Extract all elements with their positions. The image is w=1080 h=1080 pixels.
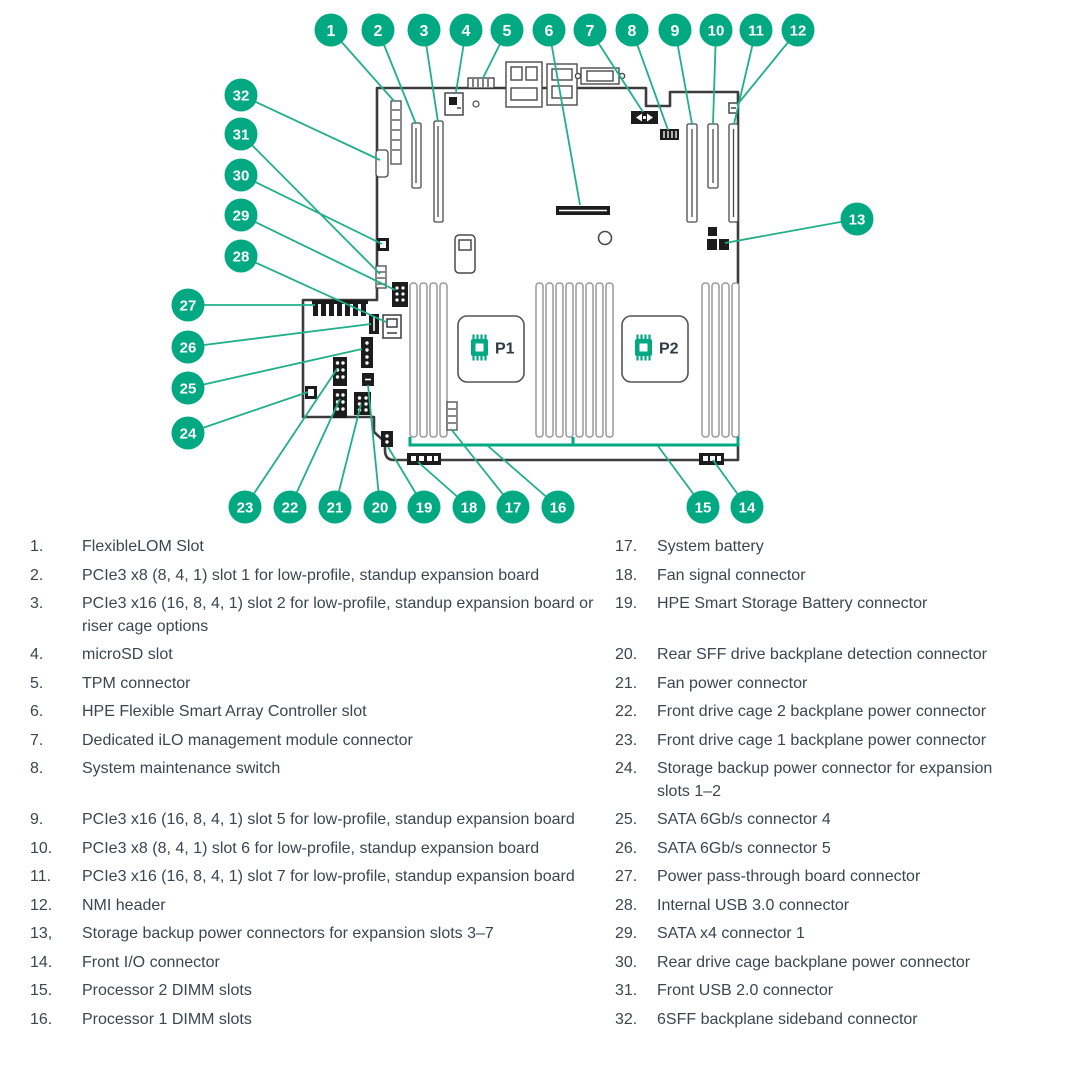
leader-line-32 <box>241 95 380 160</box>
callout-number-17: 17 <box>504 499 522 517</box>
legend-right-number-16: 32. <box>615 1010 638 1028</box>
legend-left-text-3: PCIe3 x16 (16, 8, 4, 1) slot 2 for low-profile, standup expansion board or riser cage options <box>82 595 594 635</box>
callout-31 <box>225 118 258 151</box>
legend-right-number-6: 22. <box>615 703 638 720</box>
callout-21 <box>319 491 352 524</box>
mounting-hole-small <box>473 101 479 107</box>
6sff-sideband-connector <box>376 150 388 177</box>
callout-number-1: 1 <box>326 22 336 40</box>
callout-number-10: 10 <box>707 22 725 40</box>
motherboard-diagram-svg <box>0 0 1080 535</box>
leader-line-30 <box>241 175 382 244</box>
legend-left-text-2: PCIe3 x8 (8, 4, 1) slot 1 for low-profile, standup expansion board <box>82 566 540 584</box>
callout-5 <box>491 14 524 47</box>
callout-19 <box>408 491 441 524</box>
callout-number-6: 6 <box>544 22 554 40</box>
dimm-slot <box>732 283 739 437</box>
legend-right-number-13: 29. <box>615 925 638 942</box>
callout-number-22: 22 <box>281 499 299 517</box>
legend-right-number-12: 28. <box>615 896 638 914</box>
leader-line-24 <box>188 392 308 433</box>
smart-array-slot <box>556 206 610 215</box>
legend-left-text-6: HPE Flexible Smart Array Controller slot <box>82 703 367 720</box>
callout-number-12: 12 <box>789 22 807 40</box>
legend-left-number-8: 8. <box>30 760 44 777</box>
internal-usb3-connector <box>383 315 401 338</box>
legend-left-number-11: 11. <box>30 868 52 885</box>
callout-4 <box>450 14 483 47</box>
processor-1 <box>458 316 524 382</box>
callout-6 <box>533 14 566 47</box>
callout-23 <box>229 491 262 524</box>
callout-7 <box>574 14 607 47</box>
dimm-slot <box>440 283 447 437</box>
legend-right-number-1: 17. <box>615 538 638 555</box>
dimm-slot <box>722 283 729 437</box>
leader-line-31 <box>241 134 380 274</box>
callout-29 <box>225 199 258 232</box>
legend-right-text-9: SATA 6Gb/s connector 4 <box>657 811 831 828</box>
callout-number-8: 8 <box>627 22 637 40</box>
legend-left-text-5: TPM connector <box>82 674 191 692</box>
legend-right-text-8: Storage backup power connector for expansion slots 1–2 <box>657 760 993 800</box>
legend-left-number-6: 6. <box>30 703 44 720</box>
dimm-slot <box>586 283 593 437</box>
callout-13 <box>841 203 874 236</box>
callout-10 <box>700 14 733 47</box>
socket-outline <box>455 235 475 273</box>
pcie-slot-7 <box>729 124 738 222</box>
callout-3 <box>408 14 441 47</box>
legend-right-text-14: Rear drive cage backplane power connector <box>657 953 971 971</box>
legend-left-text-8: System maintenance switch <box>82 760 281 777</box>
legend-left-number-16: 16. <box>30 1010 53 1028</box>
legend-right-text-10: SATA 6Gb/s connector 5 <box>657 839 831 857</box>
legend-left-number-9: 9. <box>30 811 44 828</box>
legend-right-text-2: Fan signal connector <box>657 566 806 584</box>
dimm-slot <box>702 283 709 437</box>
legend-right-text-7: Front drive cage 1 backplane power connector <box>657 731 987 749</box>
leader-line-23 <box>245 369 337 507</box>
system-maintenance-switch <box>660 129 679 140</box>
mounting-hole <box>599 232 612 245</box>
callout-number-9: 9 <box>670 22 680 40</box>
legend-left-number-15: 15. <box>30 982 53 999</box>
dimm-slot <box>420 283 427 437</box>
callout-32 <box>225 79 258 112</box>
legend-right-number-11: 27. <box>615 868 638 885</box>
callout-number-18: 18 <box>460 499 478 517</box>
callout-number-26: 26 <box>179 339 197 357</box>
callout-1 <box>315 14 348 47</box>
callout-number-21: 21 <box>326 499 344 517</box>
callout-number-28: 28 <box>232 248 250 266</box>
dimm-slot <box>536 283 543 437</box>
dimm-slot <box>566 283 573 437</box>
callout-number-13: 13 <box>848 211 866 229</box>
dimm-slot <box>596 283 603 437</box>
legend-right-text-5: Fan power connector <box>657 674 808 692</box>
pcie-slot-6 <box>708 124 718 188</box>
callout-28 <box>225 240 258 273</box>
callout-15 <box>687 491 720 524</box>
system-battery-connector <box>447 402 457 430</box>
motherboard-diagram <box>0 0 1080 535</box>
legend-left-number-13: 13, <box>30 925 53 942</box>
callout-8 <box>616 14 649 47</box>
legend-left-number-5: 5. <box>30 674 44 692</box>
front-drive-cage-1-power-connector <box>333 389 347 418</box>
legend-right-number-15: 31. <box>615 982 638 999</box>
rear-io-vga-port <box>575 68 624 84</box>
pcie-slot-1 <box>412 123 421 188</box>
legend-left-number-12: 12. <box>30 896 53 914</box>
fan-signal-connector <box>407 453 441 465</box>
legend-right-number-8: 24. <box>615 760 638 777</box>
tpm-connector <box>468 78 494 88</box>
legend-right-text-15: Front USB 2.0 connector <box>657 982 834 999</box>
callout-9 <box>659 14 692 47</box>
legend-left-text-7: Dedicated iLO management module connector <box>82 731 413 749</box>
legend-right-number-7: 23. <box>615 731 638 749</box>
legend-right-number-9: 25. <box>615 811 638 828</box>
rear-drive-cage-power-connector <box>377 238 389 251</box>
callout-number-4: 4 <box>461 22 471 40</box>
legend-left-text-12: NMI header <box>82 896 166 914</box>
pcie-slot-5 <box>687 124 697 222</box>
callout-12 <box>782 14 815 47</box>
legend-left-text-11: PCIe3 x16 (16, 8, 4, 1) slot 7 for low-profile, standup expansion board <box>82 868 575 885</box>
callout-number-29: 29 <box>232 207 250 225</box>
legend-left-number-2: 2. <box>30 566 44 584</box>
callout-number-32: 32 <box>232 87 250 105</box>
legend-left-number-10: 10. <box>30 839 53 857</box>
sata-x4-connector-1 <box>392 282 408 307</box>
dimm-slot <box>576 283 583 437</box>
legend-right-number-3: 19. <box>615 595 638 612</box>
ilo-module-connector <box>631 111 658 124</box>
sata-connector-4 <box>361 337 373 368</box>
callout-11 <box>740 14 773 47</box>
callout-24 <box>172 417 205 450</box>
dimm-slot <box>556 283 563 437</box>
processor-2 <box>622 316 688 382</box>
legend-right-text-3: HPE Smart Storage Battery connector <box>657 595 928 612</box>
callout-number-30: 30 <box>232 167 250 185</box>
legend-left-text-4: microSD slot <box>82 646 173 663</box>
callout-number-5: 5 <box>502 22 512 40</box>
callout-26 <box>172 331 205 364</box>
callout-number-7: 7 <box>585 22 595 40</box>
legend <box>0 536 1080 1031</box>
legend-right-number-5: 21. <box>615 674 638 692</box>
callout-17 <box>497 491 530 524</box>
legend-left-number-3: 3. <box>30 595 44 612</box>
legend-right-number-14: 30. <box>615 953 638 971</box>
processor-1-label: P1 <box>495 340 515 358</box>
legend-left-number-14: 14. <box>30 953 53 971</box>
callout-number-27: 27 <box>179 297 197 315</box>
legend-right-text-16: 6SFF backplane sideband connector <box>657 1010 918 1028</box>
pcie-slot-2 <box>434 121 443 222</box>
callout-25 <box>172 372 205 405</box>
dimm-slot <box>410 283 417 437</box>
rear-io-usb-ports <box>506 62 577 107</box>
legend-right-number-4: 20. <box>615 646 638 663</box>
legend-left-text-14: Front I/O connector <box>82 953 220 971</box>
callout-number-24: 24 <box>179 425 197 443</box>
processor-2-label: P2 <box>659 340 679 358</box>
callout-number-19: 19 <box>415 499 433 517</box>
callout-2 <box>362 14 395 47</box>
callout-14 <box>731 491 764 524</box>
rear-sff-detection-connector <box>362 373 374 386</box>
callout-number-25: 25 <box>179 380 197 398</box>
legend-right-number-10: 26. <box>615 839 638 857</box>
legend-left-number-7: 7. <box>30 731 44 749</box>
legend-left-text-13: Storage backup power connectors for expansion slots 3–7 <box>82 925 494 942</box>
callout-number-31: 31 <box>232 126 250 144</box>
legend-left-text-10: PCIe3 x8 (8, 4, 1) slot 6 for low-profile, standup expansion board <box>82 839 540 857</box>
legend-left-text-9: PCIe3 x16 (16, 8, 4, 1) slot 5 for low-profile, standup expansion board <box>82 811 575 828</box>
legend-left-number-4: 4. <box>30 646 44 663</box>
legend-left-text-1: FlexibleLOM Slot <box>82 538 204 555</box>
legend-right-text-11: Power pass-through board connector <box>657 868 921 885</box>
callout-number-14: 14 <box>738 499 756 517</box>
dimm-slot <box>606 283 613 437</box>
legend-left-number-1: 1. <box>30 538 44 555</box>
callout-number-2: 2 <box>373 22 383 40</box>
callout-number-15: 15 <box>694 499 712 517</box>
callout-16 <box>542 491 575 524</box>
legend-left-text-16: Processor 1 DIMM slots <box>82 1010 252 1028</box>
legend-left-text-15: Processor 2 DIMM slots <box>82 982 252 999</box>
callout-number-16: 16 <box>549 499 567 517</box>
callout-27 <box>172 289 205 322</box>
callout-number-23: 23 <box>236 499 254 517</box>
legend-right-text-4: Rear SFF drive backplane detection connector <box>657 646 987 663</box>
dimm-slot <box>430 283 437 437</box>
legend-right-text-1: System battery <box>657 538 764 555</box>
microsd-slot <box>445 93 463 115</box>
callout-number-11: 11 <box>748 22 764 40</box>
legend-right-number-2: 18. <box>615 566 638 584</box>
leader-line-13 <box>725 219 857 243</box>
flexiblelom-slot <box>391 101 401 164</box>
callout-22 <box>274 491 307 524</box>
legend-right-text-6: Front drive cage 2 backplane power connector <box>657 703 987 720</box>
smart-storage-battery-connector <box>381 431 393 447</box>
front-io-connector <box>699 453 724 465</box>
legend-right-text-12: Internal USB 3.0 connector <box>657 896 850 914</box>
callout-18 <box>453 491 486 524</box>
callout-number-20: 20 <box>371 499 389 517</box>
leader-line-29 <box>241 215 395 290</box>
callout-20 <box>364 491 397 524</box>
callout-30 <box>225 159 258 192</box>
callout-number-3: 3 <box>419 22 429 40</box>
dimm-slot <box>546 283 553 437</box>
legend-right-text-13: SATA x4 connector 1 <box>657 925 805 942</box>
dimm-slot <box>712 283 719 437</box>
